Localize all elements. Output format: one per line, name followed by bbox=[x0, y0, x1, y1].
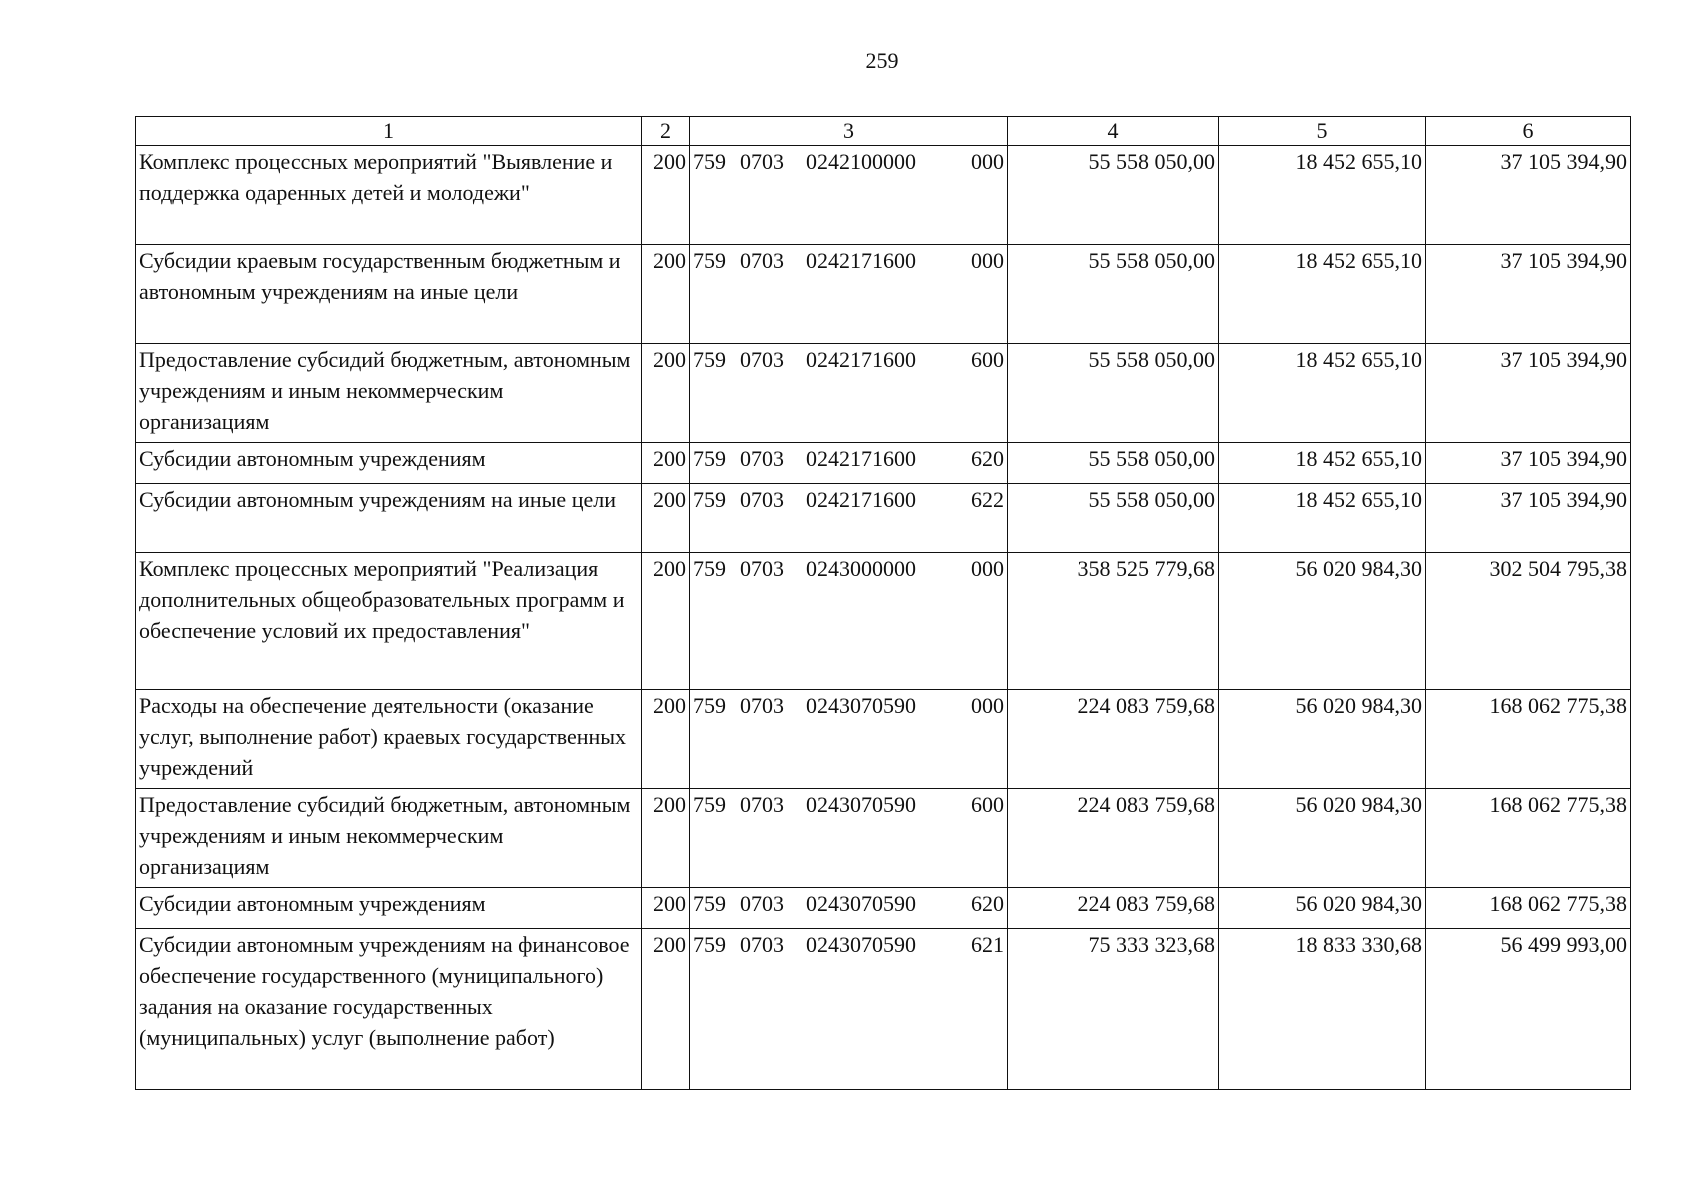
table-row bbox=[136, 888, 1631, 929]
row-value-5: 18 452 655,10 bbox=[1219, 146, 1426, 245]
row-glava: 200 bbox=[642, 789, 690, 888]
row-glava: 200 bbox=[642, 888, 690, 929]
row-prz: 0703 bbox=[740, 347, 784, 372]
row-csr: 0242100000 bbox=[806, 149, 916, 174]
row-glava: 200 bbox=[642, 146, 690, 245]
row-rz: 759 bbox=[693, 693, 726, 718]
row-codes bbox=[690, 690, 1008, 789]
header-col-6: 6 bbox=[1426, 117, 1631, 146]
row-rz: 759 bbox=[693, 487, 726, 512]
table-header bbox=[136, 117, 1631, 146]
row-prz: 0703 bbox=[740, 792, 784, 817]
row-rz: 759 bbox=[693, 932, 726, 957]
row-value-4: 75 333 323,68 bbox=[1008, 929, 1219, 1090]
row-glava: 200 bbox=[642, 344, 690, 443]
table-row bbox=[136, 690, 1631, 789]
row-csr: 0243070590 bbox=[806, 891, 916, 916]
row-rz: 759 bbox=[693, 556, 726, 581]
row-codes bbox=[690, 344, 1008, 443]
row-value-4: 55 558 050,00 bbox=[1008, 484, 1219, 553]
row-value-4: 224 083 759,68 bbox=[1008, 690, 1219, 789]
row-value-5: 56 020 984,30 bbox=[1219, 789, 1426, 888]
row-prz: 0703 bbox=[740, 932, 784, 957]
row-rz: 759 bbox=[693, 149, 726, 174]
row-rz: 759 bbox=[693, 792, 726, 817]
row-glava: 200 bbox=[642, 245, 690, 344]
row-glava: 200 bbox=[642, 690, 690, 789]
row-value-6: 37 105 394,90 bbox=[1426, 484, 1631, 553]
row-name: Комплекс процессных мероприятий "Выявление и поддержка одаренных детей и молодежи" bbox=[136, 146, 642, 245]
table-row bbox=[136, 245, 1631, 344]
row-value-6: 37 105 394,90 bbox=[1426, 443, 1631, 484]
row-codes bbox=[690, 929, 1008, 1090]
row-value-6: 168 062 775,38 bbox=[1426, 789, 1631, 888]
row-value-6: 37 105 394,90 bbox=[1426, 146, 1631, 245]
header-col-1: 1 bbox=[136, 117, 642, 146]
row-value-4: 55 558 050,00 bbox=[1008, 245, 1219, 344]
row-glava: 200 bbox=[642, 484, 690, 553]
header-col-3: 3 bbox=[690, 117, 1008, 146]
table-row bbox=[136, 344, 1631, 443]
row-rz: 759 bbox=[693, 891, 726, 916]
row-rz: 759 bbox=[693, 248, 726, 273]
table-row bbox=[136, 484, 1631, 553]
row-name: Расходы на обеспечение деятельности (оказание услуг, выполнение работ) краевых государственных учреждений bbox=[136, 690, 642, 789]
row-value-6: 168 062 775,38 bbox=[1426, 690, 1631, 789]
header-col-5: 5 bbox=[1219, 117, 1426, 146]
row-value-5: 18 452 655,10 bbox=[1219, 484, 1426, 553]
header-row bbox=[136, 117, 1631, 146]
row-vr: 622 bbox=[971, 487, 1004, 512]
row-prz: 0703 bbox=[740, 149, 784, 174]
row-codes bbox=[690, 789, 1008, 888]
table-row bbox=[136, 929, 1631, 1090]
row-csr: 0242171600 bbox=[806, 446, 916, 471]
row-value-4: 224 083 759,68 bbox=[1008, 789, 1219, 888]
row-prz: 0703 bbox=[740, 446, 784, 471]
row-prz: 0703 bbox=[740, 693, 784, 718]
header-col-2: 2 bbox=[642, 117, 690, 146]
row-csr: 0242171600 bbox=[806, 347, 916, 372]
row-prz: 0703 bbox=[740, 487, 784, 512]
row-vr: 600 bbox=[971, 347, 1004, 372]
row-value-4: 55 558 050,00 bbox=[1008, 344, 1219, 443]
row-value-6: 37 105 394,90 bbox=[1426, 344, 1631, 443]
row-codes bbox=[690, 146, 1008, 245]
row-prz: 0703 bbox=[740, 891, 784, 916]
row-name: Субсидии автономным учреждениям на финансовое обеспечение государственного (муниципального) задания на оказание государственных (муниципальных) услуг (выполнение работ) bbox=[136, 929, 642, 1090]
row-vr: 000 bbox=[971, 149, 1004, 174]
row-value-5: 18 833 330,68 bbox=[1219, 929, 1426, 1090]
page-number: 259 bbox=[865, 48, 899, 73]
budget-table bbox=[135, 116, 1631, 1090]
row-codes bbox=[690, 888, 1008, 929]
row-vr: 000 bbox=[971, 248, 1004, 273]
table-row bbox=[136, 443, 1631, 484]
row-csr: 0242171600 bbox=[806, 248, 916, 273]
row-value-6: 168 062 775,38 bbox=[1426, 888, 1631, 929]
row-csr: 0243070590 bbox=[806, 932, 916, 957]
row-rz: 759 bbox=[693, 446, 726, 471]
row-vr: 000 bbox=[971, 556, 1004, 581]
row-value-5: 56 020 984,30 bbox=[1219, 553, 1426, 690]
row-codes bbox=[690, 484, 1008, 553]
table-row bbox=[136, 146, 1631, 245]
table-body bbox=[136, 146, 1631, 1090]
header-col-4: 4 bbox=[1008, 117, 1219, 146]
row-value-5: 18 452 655,10 bbox=[1219, 443, 1426, 484]
row-value-4: 224 083 759,68 bbox=[1008, 888, 1219, 929]
row-glava: 200 bbox=[642, 929, 690, 1090]
row-value-4: 55 558 050,00 bbox=[1008, 443, 1219, 484]
row-value-6: 37 105 394,90 bbox=[1426, 245, 1631, 344]
row-name: Субсидии автономным учреждениям bbox=[136, 888, 642, 929]
row-glava: 200 bbox=[642, 443, 690, 484]
row-value-5: 56 020 984,30 bbox=[1219, 690, 1426, 789]
row-value-4: 358 525 779,68 bbox=[1008, 553, 1219, 690]
row-csr: 0243070590 bbox=[806, 693, 916, 718]
row-value-4: 55 558 050,00 bbox=[1008, 146, 1219, 245]
row-value-6: 302 504 795,38 bbox=[1426, 553, 1631, 690]
row-name: Субсидии краевым государственным бюджетным и автономным учреждениям на иные цели bbox=[136, 245, 642, 344]
row-value-6: 56 499 993,00 bbox=[1426, 929, 1631, 1090]
row-name: Субсидии автономным учреждениям bbox=[136, 443, 642, 484]
row-vr: 600 bbox=[971, 792, 1004, 817]
row-name: Комплекс процессных мероприятий "Реализация дополнительных общеобразовательных программ и обеспечение условий их предоставления" bbox=[136, 553, 642, 690]
row-value-5: 18 452 655,10 bbox=[1219, 245, 1426, 344]
row-glava: 200 bbox=[642, 553, 690, 690]
table-row bbox=[136, 789, 1631, 888]
row-name: Предоставление субсидий бюджетным, автономным учреждениям и иным некоммерческим организациям bbox=[136, 789, 642, 888]
table-row bbox=[136, 553, 1631, 690]
row-codes bbox=[690, 245, 1008, 344]
row-value-5: 56 020 984,30 bbox=[1219, 888, 1426, 929]
row-csr: 0242171600 bbox=[806, 487, 916, 512]
row-csr: 0243000000 bbox=[806, 556, 916, 581]
row-prz: 0703 bbox=[740, 248, 784, 273]
row-csr: 0243070590 bbox=[806, 792, 916, 817]
row-vr: 621 bbox=[971, 932, 1004, 957]
row-codes bbox=[690, 553, 1008, 690]
row-value-5: 18 452 655,10 bbox=[1219, 344, 1426, 443]
row-vr: 000 bbox=[971, 693, 1004, 718]
row-prz: 0703 bbox=[740, 556, 784, 581]
row-codes bbox=[690, 443, 1008, 484]
row-rz: 759 bbox=[693, 347, 726, 372]
row-vr: 620 bbox=[971, 446, 1004, 471]
row-name: Предоставление субсидий бюджетным, автономным учреждениям и иным некоммерческим организациям bbox=[136, 344, 642, 443]
row-vr: 620 bbox=[971, 891, 1004, 916]
row-name: Субсидии автономным учреждениям на иные цели bbox=[136, 484, 642, 553]
